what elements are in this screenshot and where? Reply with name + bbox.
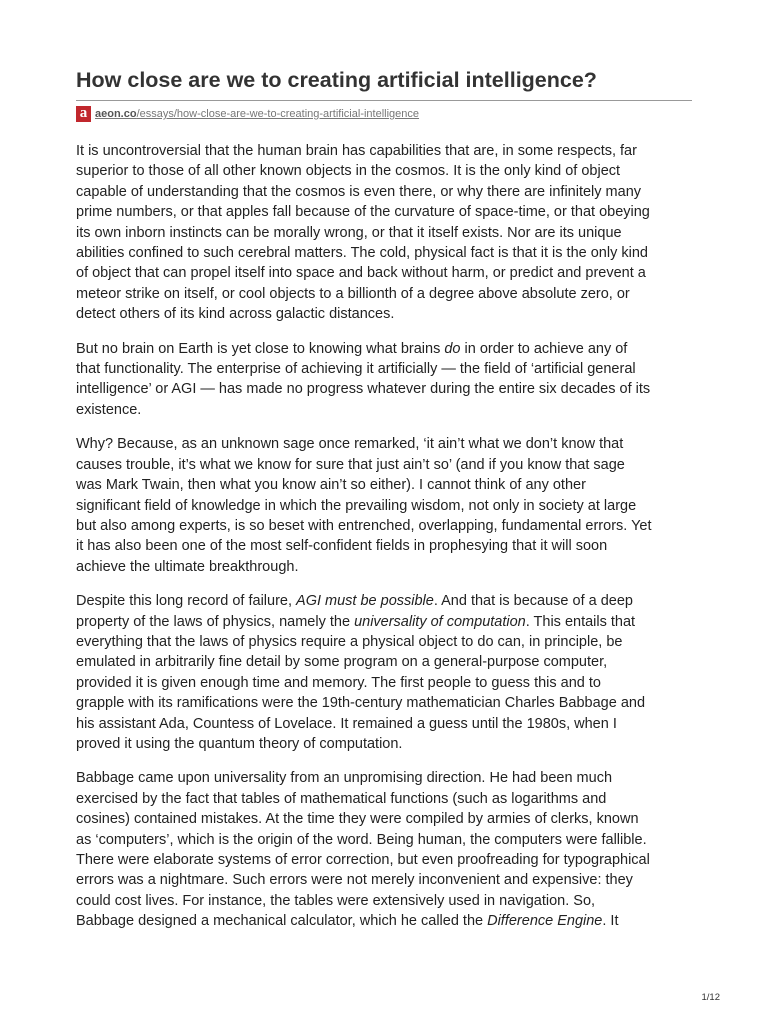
text-segment: its own inborn instincts can be morally wrong, or that it itself exists. Nor are its unique	[76, 224, 622, 241]
text-segment: intelligence’ or AGI — has made no progress whatever during the entire six decades of its	[76, 381, 651, 398]
text-line	[76, 243, 692, 263]
text-segment: that functionality. The enterprise of achieving it artificially — the field of ‘artificial general	[76, 361, 636, 378]
paragraph	[76, 768, 692, 931]
paragraph	[76, 591, 692, 754]
article-title: How close are we to creating artificial intelligence?	[76, 68, 597, 92]
text-line	[76, 632, 692, 652]
source-path: /essays/how-close-are-we-to-creating-artificial-intelligence	[136, 108, 420, 120]
italic-text: AGI must be possible	[296, 593, 434, 610]
text-line	[76, 182, 692, 202]
text-segment: exercised by the fact that tables of mathematical functions (such as logarithms and	[76, 790, 607, 807]
text-segment: errors was a nightmare. Such errors were not merely inconvenient and expensive: they	[76, 872, 633, 889]
text-segment: existence.	[76, 401, 142, 418]
text-line	[76, 284, 692, 304]
text-segment: grapple with its ramifications were the 19th-century mathematician Charles Babbage and	[76, 695, 646, 712]
text-line	[76, 141, 692, 161]
source-domain: aeon.co	[95, 108, 137, 120]
text-segment: provided it is given enough time and memory. The first people to guess this and to	[76, 674, 601, 691]
text-line	[76, 673, 692, 693]
text-line	[76, 830, 692, 850]
text-segment: achieve the ultimate breakthrough.	[76, 558, 299, 575]
text-segment: was Mark Twain, then what you know ain’t so either). I cannot think of any other	[76, 477, 586, 494]
text-line	[76, 891, 692, 911]
text-segment: Babbage came upon universality from an unpromising direction. He had been much	[76, 770, 613, 787]
text-line	[76, 202, 692, 222]
text-line	[76, 516, 692, 536]
text-segment: capable of understanding that the cosmos is even there, or why there are infinitely many	[76, 183, 642, 200]
text-segment: emulated in arbitrarily fine detail by some program on a general-purpose computer,	[76, 654, 608, 671]
text-line	[76, 304, 692, 324]
article-body	[76, 141, 692, 932]
text-line	[76, 870, 692, 890]
paragraph	[76, 141, 692, 325]
text-segment: cosines) contained mistakes. At the time they were compiled by armies of clerks, known	[76, 811, 639, 828]
text-line	[76, 400, 692, 420]
text-segment: but also among experts, is so beset with entrenched, overlapping, fundamental errors. Yet	[76, 517, 652, 534]
text-line	[76, 379, 692, 399]
text-segment: But no brain on Earth is yet close to knowing what brains	[76, 340, 445, 357]
text-segment: everything that the laws of physics require a physical object to do can, in principle, be	[76, 633, 623, 650]
text-line	[76, 850, 692, 870]
text-line	[76, 496, 692, 516]
text-line	[76, 263, 692, 283]
text-segment: could cost lives. For instance, the tables were extensively used in navigation. So,	[76, 892, 596, 909]
text-segment: superior to those of all other known objects in the cosmos. It is the only kind of object	[76, 163, 621, 180]
italic-text: Difference Engine	[487, 913, 603, 930]
text-line	[76, 339, 692, 359]
text-line	[76, 693, 692, 713]
text-line	[76, 768, 692, 788]
paragraph	[76, 434, 692, 577]
text-segment: causes trouble, it’s what we know for sure that just ain’t so’ (and if you know that sage	[76, 456, 625, 473]
text-line	[76, 359, 692, 379]
text-segment: meteor strike on itself, or cool objects to a billionth of a degree above absolute zero, or	[76, 285, 630, 302]
italic-text: universality of computation	[354, 613, 526, 630]
text-segment: significant field of knowledge in which the prevailing wisdom, not only in society at large	[76, 497, 637, 514]
text-segment: prime numbers, or that apples fall because of the curvature of space-time, or that obeying	[76, 204, 650, 221]
text-line	[76, 434, 692, 454]
aeon-logo-icon: a	[76, 106, 91, 122]
text-line	[76, 714, 692, 734]
page-number: 1/12	[701, 992, 720, 1003]
text-line	[76, 475, 692, 495]
text-segment: as ‘computers’, which is the origin of the word. Being human, the computers were fallible.	[76, 831, 647, 848]
text-line	[76, 734, 692, 754]
source-link[interactable]	[95, 108, 419, 120]
text-segment: of object that can propel itself into space and back without harm, or predict and prevent a	[76, 265, 646, 282]
text-line	[76, 789, 692, 809]
text-line	[76, 911, 692, 931]
source-line	[76, 105, 692, 123]
text-line	[76, 591, 692, 611]
text-segment: it has also been one of the most self-confident fields in prophesying that it will soon	[76, 538, 608, 555]
text-segment: Babbage designed a mechanical calculator, which he called the	[76, 913, 488, 930]
text-line	[76, 455, 692, 475]
text-line	[76, 536, 692, 556]
title-divider	[76, 100, 692, 101]
text-segment: abilities confined to such cerebral matters. The cold, physical fact is that it is the only kind	[76, 245, 648, 262]
text-segment: There were elaborate systems of error correction, but even proofreading for typographical	[76, 852, 650, 868]
text-segment: property of the laws of physics, namely the	[76, 613, 355, 630]
text-segment: It is uncontroversial that the human brain has capabilities that are, in some respects, far	[76, 143, 637, 159]
text-segment: his assistant Ada, Countess of Lovelace. It remained a guess until the 1980s, when I	[76, 715, 617, 732]
document-page	[76, 64, 692, 946]
text-segment: proved it using the quantum theory of computation.	[76, 735, 403, 752]
paragraph	[76, 339, 692, 421]
text-line	[76, 809, 692, 829]
text-segment: detect others of its kind across galactic distances.	[76, 306, 395, 323]
text-segment: . It	[602, 913, 619, 930]
text-line	[76, 557, 692, 577]
text-segment: Despite this long record of failure,	[76, 593, 297, 610]
text-segment: Why? Because, as an unknown sage once remarked, ‘it ain’t what we don’t know that	[76, 436, 624, 453]
text-line	[76, 652, 692, 672]
italic-text: do	[444, 340, 461, 357]
text-segment: . This entails that	[525, 613, 636, 630]
text-segment: . And that is because of a deep	[433, 593, 633, 610]
text-segment: in order to achieve any of	[460, 340, 628, 357]
text-line	[76, 223, 692, 243]
text-line	[76, 612, 692, 632]
text-line	[76, 161, 692, 181]
